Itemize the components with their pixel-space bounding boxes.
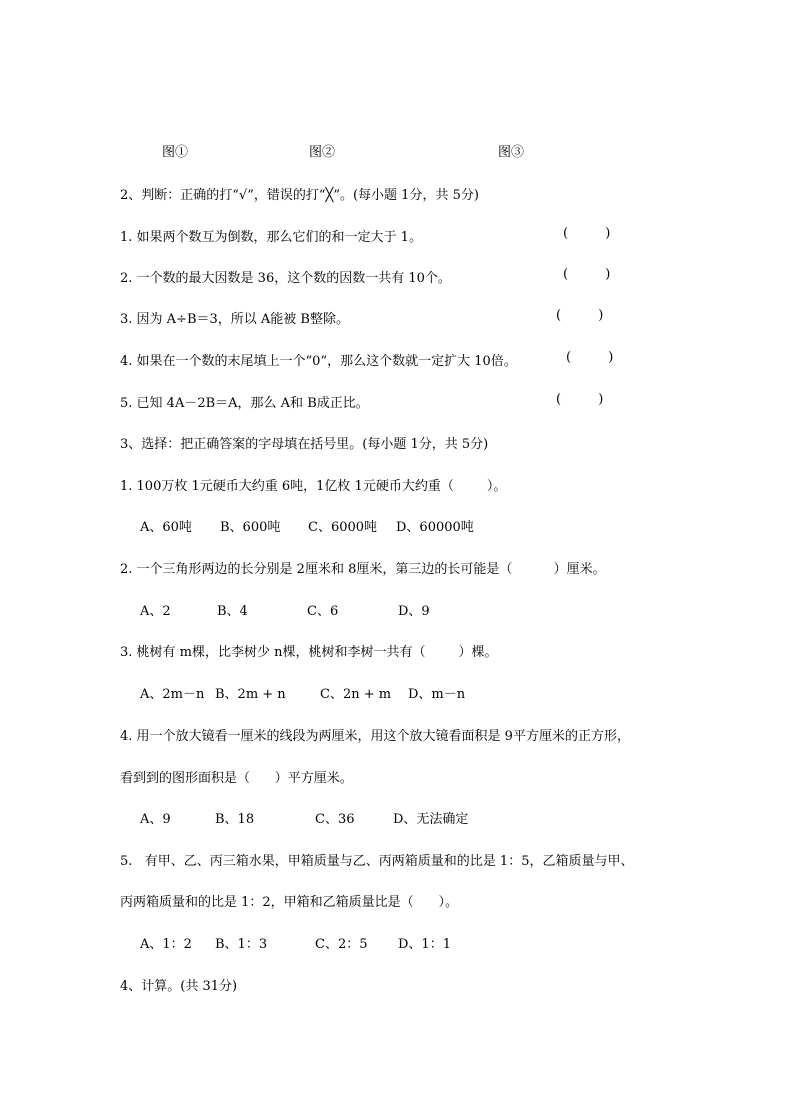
judge-item-5: 5. 已知 4A－2B＝A，那么 A和 B成正比。 xyxy=(120,396,369,411)
choice-q5-text-line1: 5. 有甲、乙、丙三箱水果，甲箱质量与乙、丙两箱质量和的比是 1：5，乙箱质量与甲、 xyxy=(120,854,634,869)
judge-item-2: 2. 一个数的最大因数是 36，这个数的因数一共有 10个。 xyxy=(120,271,451,286)
judge-item-2-answer-blank[interactable]: ( ) xyxy=(563,267,611,282)
choice-q4-option-b[interactable]: B、18 xyxy=(215,812,255,827)
judge-item-5-answer-blank[interactable]: ( ) xyxy=(556,392,604,407)
choice-q4-option-a[interactable]: A、9 xyxy=(140,812,171,827)
choice-q1-option-c[interactable]: C、6000吨 xyxy=(308,520,378,535)
judge-item-4-answer-blank[interactable]: ( ) xyxy=(566,350,614,365)
choice-q5-option-d[interactable]: D、1：1 xyxy=(398,937,451,952)
choice-q5-text-line2: 丙两箱质量和的比是 1：2，甲箱和乙箱质量比是（ ）。 xyxy=(120,895,458,910)
choice-q3-option-d[interactable]: D、m－n xyxy=(408,687,466,702)
choice-q5-option-b[interactable]: B、1：3 xyxy=(215,937,268,952)
judge-item-1-answer-blank[interactable]: ( ) xyxy=(563,226,611,241)
choice-q3-text: 3. 桃树有 m棵，比李树少 n棵，桃树和李树一共有（ ）棵。 xyxy=(120,645,498,660)
choice-q1-option-b[interactable]: B、600吨 xyxy=(220,520,281,535)
choice-q1-option-a[interactable]: A、60吨 xyxy=(140,520,192,535)
section-3-heading: 3、选择：把正确答案的字母填在括号里。(每小题 1分，共 5分) xyxy=(120,437,489,452)
choice-q1-text: 1. 100万枚 1元硬币大约重 6吨，1亿枚 1元硬币大约重（ ）。 xyxy=(120,479,507,494)
judge-item-3: 3. 因为 A÷B＝3，所以 A能被 B整除。 xyxy=(120,312,349,327)
figure-label-2: 图② xyxy=(309,145,336,160)
section-2-heading: 2、判断：正确的打“√”，错误的打“╳”。(每小题 1分，共 5分) xyxy=(120,188,479,203)
choice-q4-text-line1: 4. 用一个放大镜看一厘米的线段为两厘米，用这个放大镜看面积是 9平方厘米的正方形， xyxy=(120,729,630,744)
choice-q5-option-a[interactable]: A、1：2 xyxy=(140,937,192,952)
choice-q1-option-d[interactable]: D、60000吨 xyxy=(396,520,474,535)
choice-q2-option-c[interactable]: C、6 xyxy=(307,604,339,619)
choice-q4-option-d[interactable]: D、无法确定 xyxy=(393,812,469,827)
choice-q4-option-c[interactable]: C、36 xyxy=(315,812,355,827)
choice-q4-text-line2: 看到到的图形面积是（ ）平方厘米。 xyxy=(120,771,353,786)
choice-q2-option-a[interactable]: A、2 xyxy=(140,604,171,619)
judge-item-4: 4. 如果在一个数的末尾填上一个“0”，那么这个数就一定扩大 10倍。 xyxy=(120,354,517,369)
choice-q3-option-c[interactable]: C、2n + m xyxy=(320,687,392,702)
section-4-heading: 4、计算。(共 31分) xyxy=(120,979,238,994)
judge-item-1: 1. 如果两个数互为倒数，那么它们的和一定大于 1。 xyxy=(120,230,422,245)
choice-q2-text: 2. 一个三角形两边的长分别是 2厘米和 8厘米，第三边的长可能是（ ）厘米。 xyxy=(120,562,606,577)
choice-q5-option-c[interactable]: C、2：5 xyxy=(315,937,368,952)
judge-item-3-answer-blank[interactable]: ( ) xyxy=(556,308,604,323)
figure-label-3: 图③ xyxy=(498,145,525,160)
choice-q3-option-b[interactable]: B、2m + n xyxy=(215,687,286,702)
choice-q2-option-b[interactable]: B、4 xyxy=(217,604,248,619)
choice-q3-option-a[interactable]: A、2m－n xyxy=(140,687,205,702)
choice-q2-option-d[interactable]: D、9 xyxy=(398,604,430,619)
figure-label-1: 图① xyxy=(162,145,189,160)
